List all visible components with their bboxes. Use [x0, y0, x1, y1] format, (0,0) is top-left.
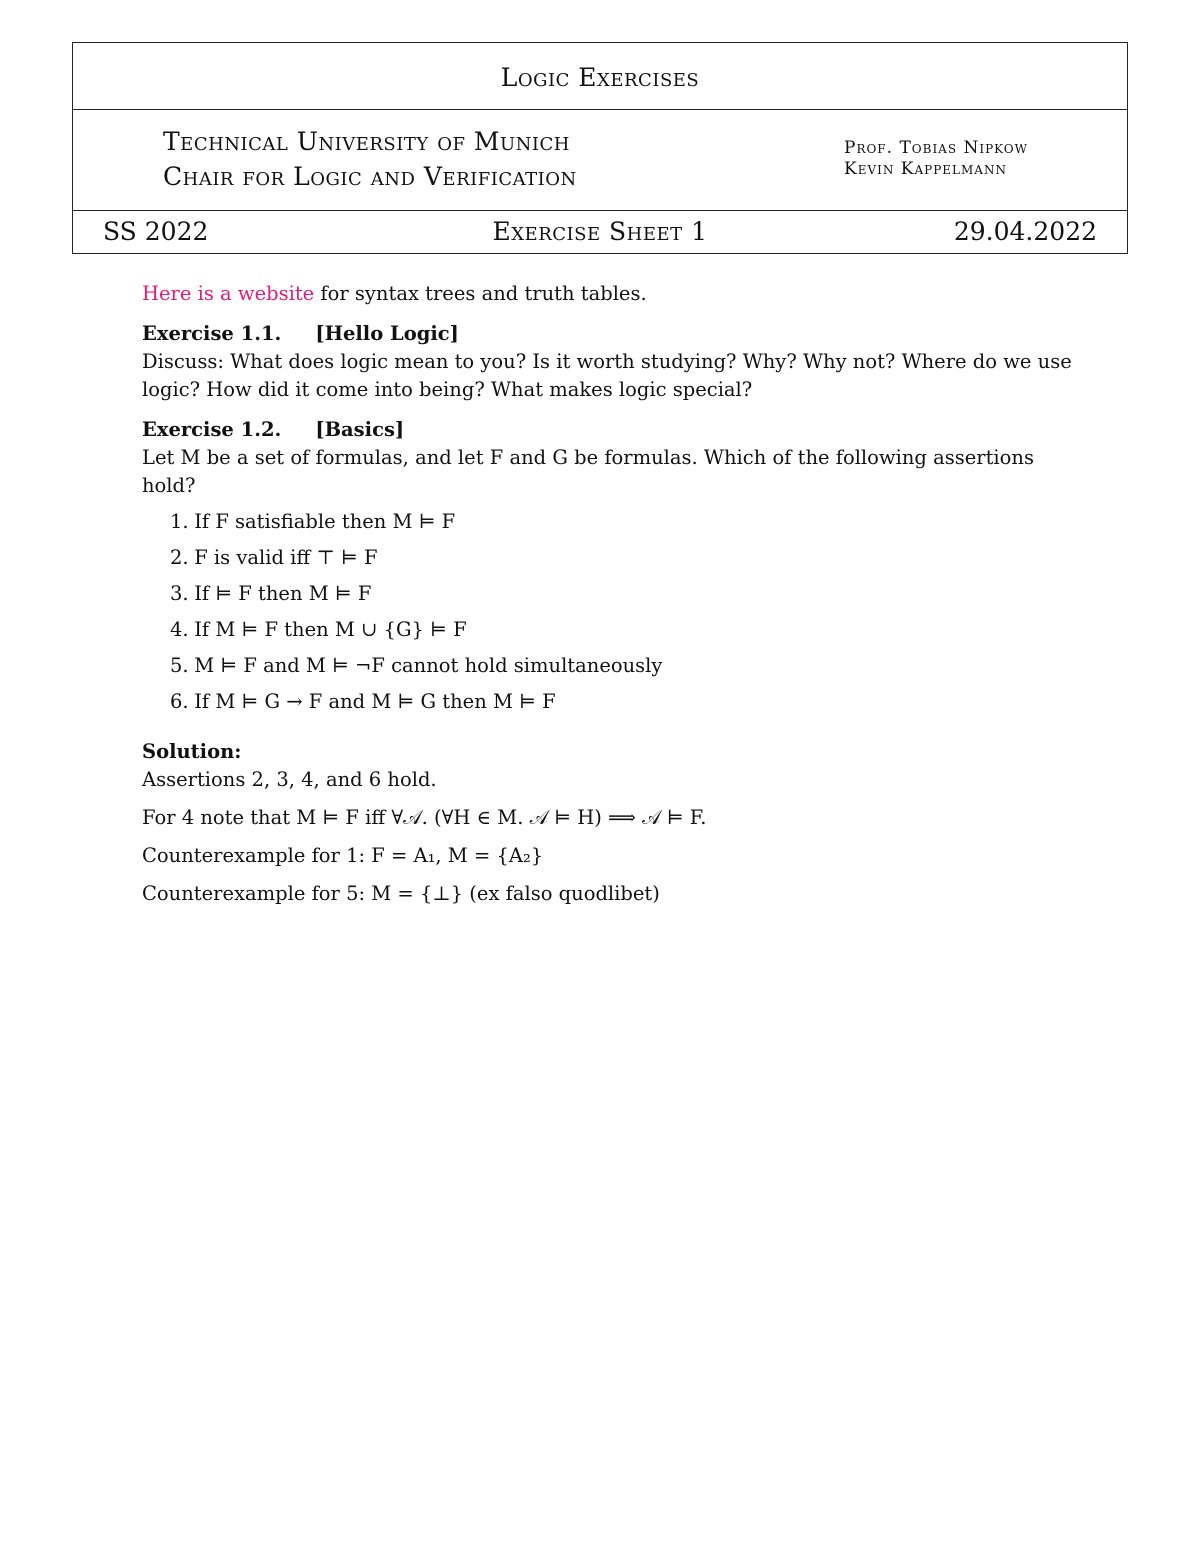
professor-name: Prof. Tobias Nipkow [844, 138, 1028, 158]
course-title: Logic Exercises [500, 63, 700, 92]
solution-line: Assertions 2, 3, 4, and 6 hold. [142, 768, 437, 791]
solution-line: For 4 note that M ⊨ F iff ∀𝒜. (∀H ∈ M. 𝒜 ⊨ H) ⟹ 𝒜 ⊨ F. [142, 806, 707, 829]
chair-name: Chair for Logic and Verification [163, 162, 577, 191]
course-title-row [73, 43, 1127, 110]
header-box [72, 42, 1128, 254]
sheet-meta-row [73, 211, 1127, 253]
exercise-1-2-text: Let M be a set of formulas, and let F and G be formulas. Which of the following assertions hold? [142, 446, 1034, 497]
exercise-1-1-heading [142, 320, 1072, 348]
list-item: 3. If ⊨ F then M ⊨ F [170, 582, 372, 605]
list-item: 2. F is valid iff ⊤ ⊨ F [170, 546, 378, 569]
sheet-content [142, 280, 1072, 908]
semester: SS 2022 [103, 217, 209, 246]
institution [163, 124, 577, 194]
list-item: 4. If M ⊨ F then M ∪ {G} ⊨ F [170, 618, 467, 641]
exercise-1-2-heading [142, 416, 1072, 444]
sheet-title: Exercise Sheet 1 [492, 217, 708, 246]
list-item: 1. If F satisfiable then M ⊨ F [170, 510, 456, 533]
assertion-text: F is valid iff ⊤ ⊨ F [194, 546, 378, 569]
university-name: Technical University of Munich [163, 127, 571, 156]
intro-rest: for syntax trees and truth tables. [314, 282, 647, 305]
assertion-text: If M ⊨ G → F and M ⊨ G then M ⊨ F [194, 690, 556, 713]
exercise-number: Exercise 1.1. [142, 322, 282, 345]
solution-line: Counterexample for 5: M = {⊥} (ex falso quodlibet) [142, 882, 660, 905]
exercise-tag: [Hello Logic] [315, 322, 459, 345]
assertion-text: If ⊨ F then M ⊨ F [194, 582, 372, 605]
assertion-list [142, 504, 1072, 720]
assertion-text: If F satisfiable then M ⊨ F [194, 510, 456, 533]
assistant-name: Kevin Kappelmann [844, 159, 1007, 179]
intro-line [142, 280, 1072, 308]
assertion-text: M ⊨ F and M ⊨ ¬F cannot hold simultaneously [194, 654, 663, 677]
solution-line: Counterexample for 1: F = A₁, M = {A₂} [142, 844, 544, 867]
institution-row [73, 110, 1127, 211]
solution-heading: Solution: [142, 740, 242, 763]
exercise-number: Exercise 1.2. [142, 418, 282, 441]
people [844, 138, 1028, 180]
list-item: 6. If M ⊨ G → F and M ⊨ G then M ⊨ F [170, 690, 556, 713]
list-item: 5. M ⊨ F and M ⊨ ¬F cannot hold simultaneously [170, 654, 663, 677]
exercise-1-1-text: Discuss: What does logic mean to you? Is it worth studying? Why? Why not? Where do we use logic? How did it come into being? What makes logic special? [142, 350, 1072, 401]
exercise-tag: [Basics] [315, 418, 405, 441]
sheet-date: 29.04.2022 [953, 217, 1097, 246]
website-link[interactable]: Here is a website [142, 282, 315, 305]
assertion-text: If M ⊨ F then M ∪ {G} ⊨ F [194, 618, 467, 641]
